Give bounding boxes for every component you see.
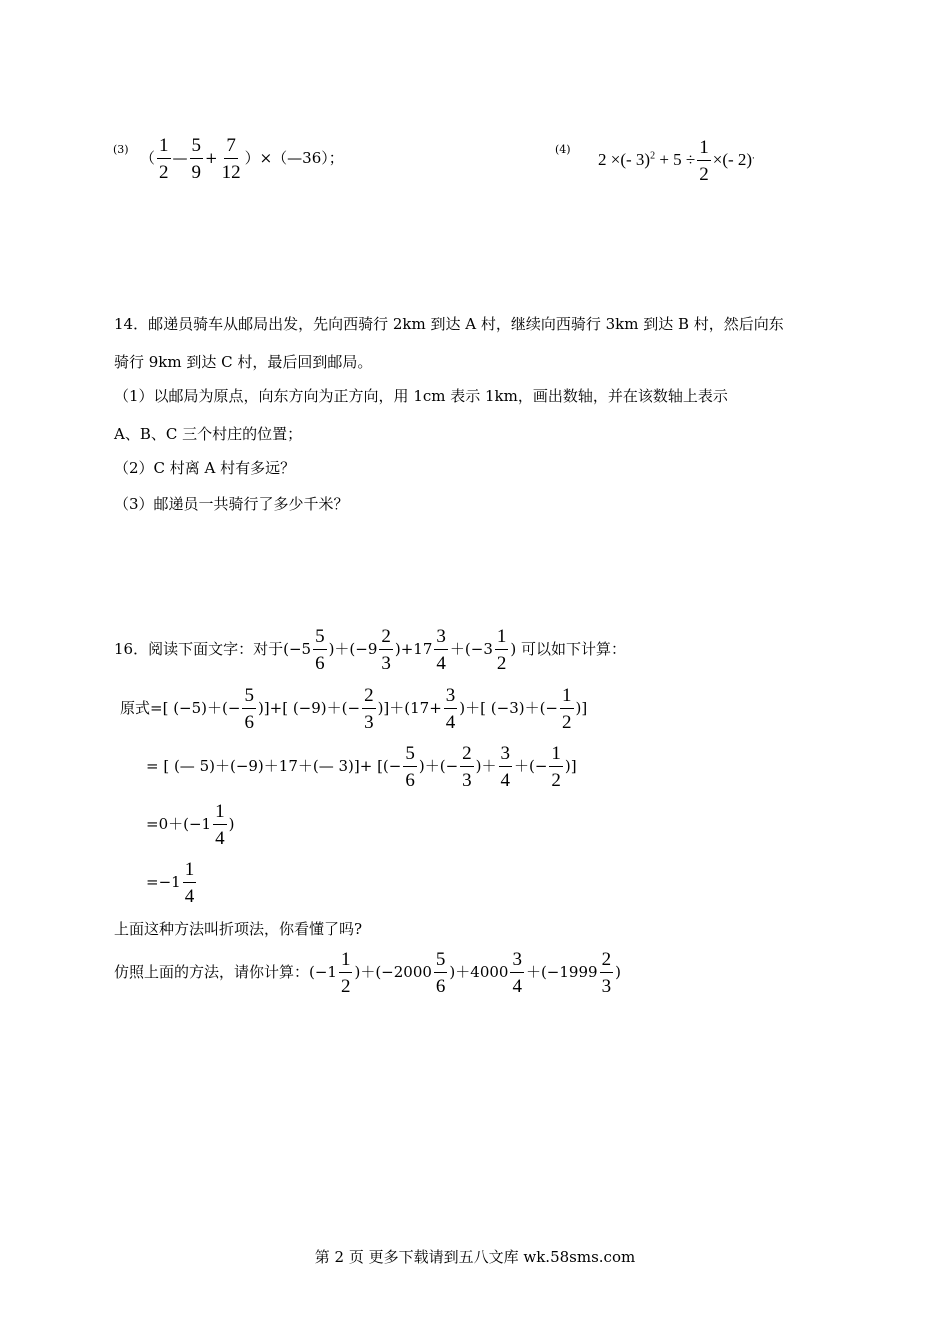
page-footer: 第 2 页 更多下载请到五八文库 wk.58sms.com [314, 1248, 636, 1266]
fraction-1-2: $\frac{1}{2}$ [159, 135, 169, 183]
fraction: $\frac{5}{6}$ [435, 949, 446, 997]
text-run: = [ (— 5)＋(−9)＋17＋(— 3)]+ [(− [146, 757, 402, 775]
text-run: =−1 [146, 873, 181, 891]
plus-sign: + [205, 149, 218, 167]
text-run: ) 可以如下计算： [510, 640, 626, 658]
fraction: $\frac{1}{2}$ [562, 685, 572, 733]
text-run: ＋(−3 [449, 640, 493, 658]
fraction: $\frac{2}{3}$ [462, 743, 472, 791]
fraction: $\frac{2}{3}$ [364, 685, 374, 733]
text-run: )＋(−2000 [354, 963, 432, 981]
fraction: $\frac{5}{6}$ [405, 743, 415, 791]
text-run: )+17 [394, 640, 433, 658]
fraction: $\frac{1}{2}$ [496, 626, 507, 674]
fraction-5-9: $\frac{5}{9}$ [191, 135, 202, 183]
fraction: $\frac{2}{3}$ [381, 626, 391, 674]
fraction-7-12: $\frac{7}{12}$ [221, 135, 241, 183]
q16-note: 上面这种方法叫折项法，你看懂了吗? [114, 920, 363, 938]
fraction-1-2: $\frac{1}{2}$ [699, 137, 709, 185]
period: . [752, 150, 755, 162]
fraction: $\frac{1}{2}$ [340, 949, 351, 997]
q14-line-4: A、B、C 三个村庄的位置； [114, 425, 303, 443]
fraction: $\frac{3}{4}$ [512, 949, 522, 997]
text-run: ＋(−1999 [525, 963, 598, 981]
expr-part-b: + 5 ÷ [659, 149, 696, 169]
text-run: ) [615, 963, 621, 981]
text-run: )]+[ (−9)＋(− [257, 699, 361, 717]
fraction: $\frac{1}{4}$ [215, 801, 225, 849]
q16-step-1 [120, 686, 587, 732]
fraction: $\frac{1}{4}$ [184, 859, 195, 907]
expr-part-a: 2 ×(- 3) [598, 149, 651, 169]
text-run: )＋(−9 [328, 640, 378, 658]
fraction: $\frac{5}{6}$ [315, 626, 325, 674]
q16-step-4 [146, 860, 198, 906]
expr-part-c: ×(- 2) [712, 149, 753, 169]
minus-sign: — [172, 149, 188, 167]
text-run: =0＋(−1 [146, 815, 212, 833]
text-run: ＋(− [514, 757, 548, 775]
q16-step-2 [146, 744, 577, 790]
text-run: )＋(− [418, 757, 459, 775]
q14-line-3: （1）以邮局为原点，向东方向为正方向，用 1cm 表示 1km，画出数轴，并在该数轴上表示 [114, 387, 728, 405]
q16-intro [114, 627, 626, 673]
text-run: ) [228, 815, 235, 833]
text-run: )]＋(17+ [377, 699, 442, 717]
text-run: )] [564, 757, 577, 775]
fraction: $\frac{2}{3}$ [601, 949, 612, 997]
q16-step-3 [146, 802, 234, 848]
text-run: 16．阅读下面文字：对于(−5 [114, 640, 312, 658]
paren-open: （ [140, 149, 156, 167]
fraction: $\frac{3}{4}$ [436, 626, 446, 674]
q16-task [114, 950, 621, 996]
problem-3-label: (3) [113, 143, 129, 156]
fraction: $\frac{1}{2}$ [551, 743, 561, 791]
fraction: $\frac{3}{4}$ [445, 685, 456, 733]
expression-tail: ）×（—36）； [244, 149, 344, 167]
problem-4-label: (4) [555, 143, 571, 156]
q14-line-1: 14．邮递员骑车从邮局出发，先向西骑行 2km 到达 A 村，继续向西骑行 3km 到达 B 村，然后向东 [114, 315, 784, 333]
exponent: 2 [650, 150, 656, 162]
text-run: )＋4000 [449, 963, 509, 981]
fraction: $\frac{5}{6}$ [244, 685, 254, 733]
problem-4-expression [598, 138, 755, 184]
problem-3-expression [140, 136, 344, 182]
text-run: )] [575, 699, 588, 717]
text-run: 仿照上面的方法，请你计算：(−1 [114, 963, 337, 981]
q14-line-5: （2）C 村离 A 村有多远？ [114, 459, 296, 477]
text-run: )＋ [475, 757, 497, 775]
q14-line-6: （3）邮递员一共骑行了多少千米？ [114, 495, 349, 513]
q14-line-2: 骑行 9km 到达 C 村，最后回到邮局。 [114, 353, 373, 371]
text-run: 原式=[ (−5)＋(− [120, 699, 241, 717]
fraction: $\frac{3}{4}$ [500, 743, 510, 791]
text-run: )＋[ (−3)＋(− [459, 699, 559, 717]
